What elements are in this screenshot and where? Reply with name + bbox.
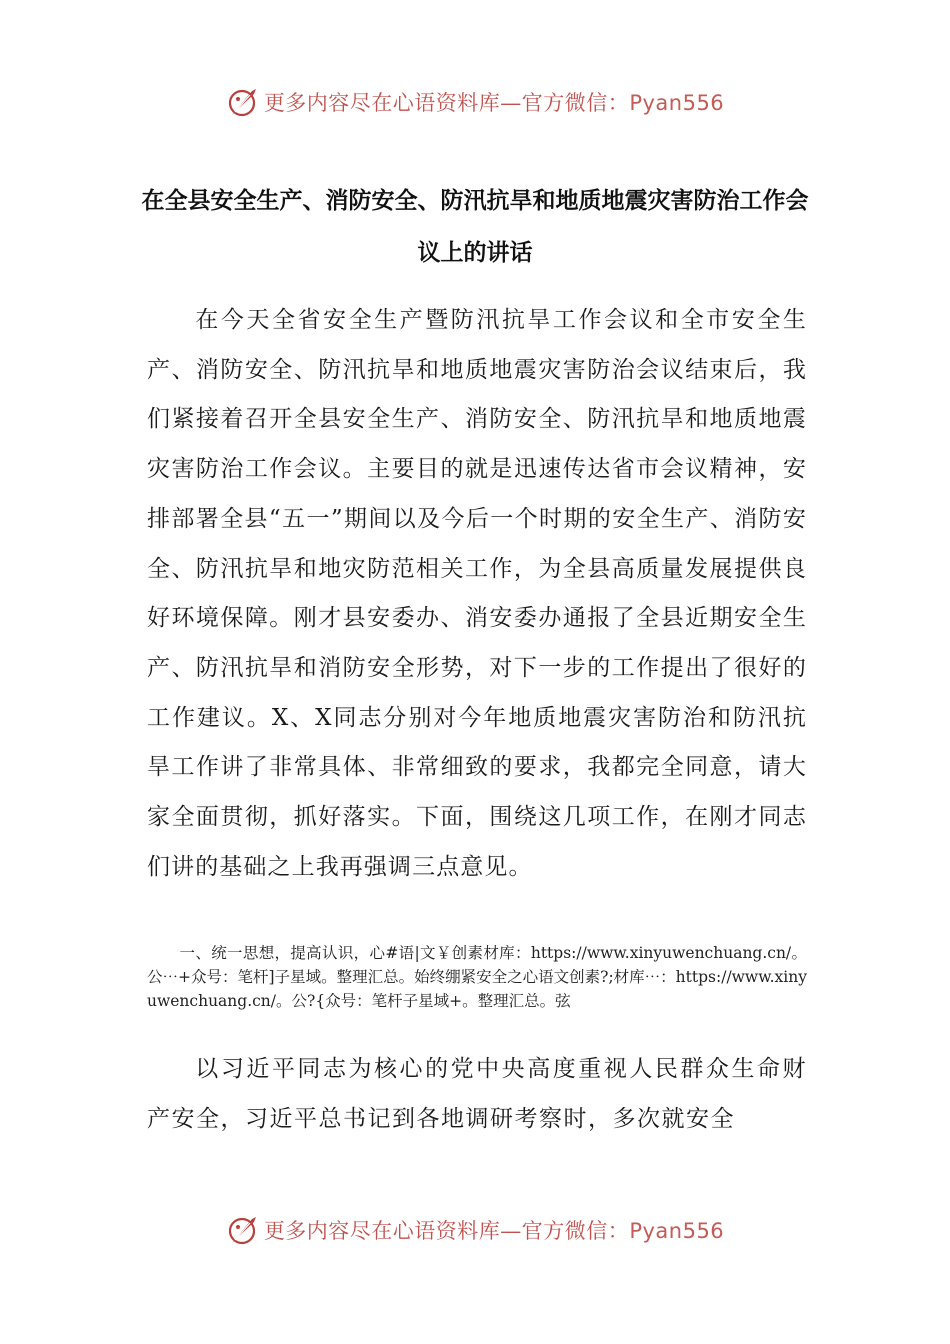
document-title: 在全县安全生产、消防安全、防汛抗旱和地质地震灾害防治工作会议上的讲话 bbox=[141, 188, 809, 266]
body-paragraph-1: 在今天全省安全生产暨防汛抗旱工作会议和全市安全生产、消防安全、防汛抗旱和地质地震灾害防治会议结束后，我们紧接着召开全县安全生产、消防安全、防汛抗旱和地质地震灾害防治工作会议。主要目的就是迅速传达省市会议精神，安排部署全县“五一”期间以及今后一个时期的安全生产、消防安全、防汛抗旱和地灾防范相关工作，为全县高质量发展提供良好环境保障。刚才县安委办、消安委办通报了全县近期安全生产、防汛抗旱和消防安全形势，对下一步的工作提出了很好的工作建议。X、X同志分别对今年地质地震灾害防治和防汛抗旱工作讲了非常具体、非常细致的要求，我都完全同意，请大家全面贯彻，抓好落实。下面，围绕这几项工作，在刚才同志们讲的基础之上我再强调三点意见。 bbox=[147, 307, 807, 880]
quill-pen-logo-icon bbox=[226, 1213, 260, 1247]
section-heading-1: 一、统一思想，提高认识，心#语|文￥创素材库：https://www.xinyuwenchuang.cn/。公⋯+众号：笔杆]子星域。整理汇总。始终绷紧安全之心语文创素?;材库⋯：https://www.xinyuwenchuang.cn/。公?{众号：笔杆子星域+。整理汇总。弦 bbox=[147, 944, 807, 1010]
body-paragraph-2: 以习近平同志为核心的党中央高度重视人民群众生命财产安全，习近平总书记到各地调研考察时，多次就安全 bbox=[147, 1056, 807, 1132]
quill-pen-logo-icon bbox=[226, 85, 260, 119]
footer-banner bbox=[0, 1210, 950, 1250]
header-banner-text: 更多内容尽在心语资料库—官方微信：Pyan556 bbox=[263, 91, 725, 115]
wechat-id: Pyan556 bbox=[629, 1219, 725, 1243]
wechat-id: Pyan556 bbox=[629, 91, 725, 115]
header-banner bbox=[0, 82, 950, 122]
footer-banner-text: 更多内容尽在心语资料库—官方微信：Pyan556 bbox=[263, 1219, 725, 1243]
